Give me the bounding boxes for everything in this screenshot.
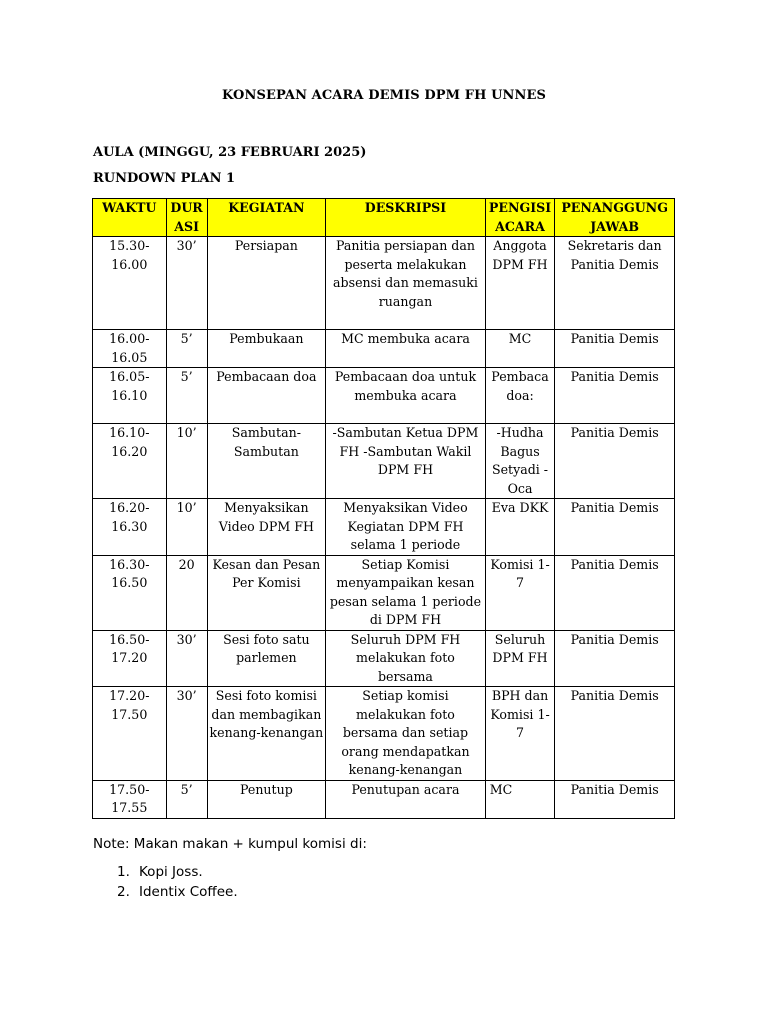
cell-penanggung: Panitia Demis bbox=[555, 555, 675, 630]
cell-durasi: 20 bbox=[166, 555, 207, 630]
cell-waktu: 16.05-16.10 bbox=[93, 368, 167, 424]
cell-pengisi: Eva DKK bbox=[485, 499, 555, 556]
cell-deskripsi: Setiap Komisi menyampaikan kesan pesan selama 1 periode di DPM FH bbox=[326, 555, 486, 630]
list-number: 1. bbox=[117, 864, 130, 880]
cell-kegiatan: Sesi foto satu parlemen bbox=[207, 630, 326, 687]
note-list bbox=[117, 862, 238, 902]
table-row bbox=[93, 237, 675, 330]
list-item bbox=[117, 882, 238, 902]
table-row bbox=[93, 630, 675, 687]
document-title: KONSEPAN ACARA DEMIS DPM FH UNNES bbox=[222, 88, 546, 103]
cell-waktu: 16.50-17.20 bbox=[93, 630, 167, 687]
table-row bbox=[93, 368, 675, 424]
cell-penanggung: Panitia Demis bbox=[555, 687, 675, 781]
list-item-text: Identix Coffee. bbox=[139, 884, 238, 900]
cell-durasi: 10’ bbox=[166, 499, 207, 556]
header-pengisi: PENGISI ACARA bbox=[485, 199, 555, 237]
cell-durasi: 30’ bbox=[166, 687, 207, 781]
cell-penanggung: Panitia Demis bbox=[555, 330, 675, 368]
cell-waktu: 17.20-17.50 bbox=[93, 687, 167, 781]
cell-durasi: 30’ bbox=[166, 237, 207, 330]
cell-pengisi: Komisi 1-7 bbox=[485, 555, 555, 630]
cell-kegiatan: Persiapan bbox=[207, 237, 326, 330]
cell-kegiatan: Sesi foto komisi dan membagikan kenang-kenangan bbox=[207, 687, 326, 781]
note-text: Note: Makan makan + kumpul komisi di: bbox=[93, 836, 367, 852]
cell-pengisi: MC bbox=[485, 330, 555, 368]
header-penanggung: PENANGGUNG JAWAB bbox=[555, 199, 675, 237]
cell-waktu: 16.10-16.20 bbox=[93, 424, 167, 499]
cell-pengisi: MC bbox=[485, 780, 555, 818]
cell-penanggung: Panitia Demis bbox=[555, 499, 675, 556]
cell-deskripsi: Penutupan acara bbox=[326, 780, 486, 818]
table-header-row bbox=[93, 199, 675, 237]
location-date: AULA (MINGGU, 23 FEBRUARI 2025) bbox=[93, 145, 367, 160]
cell-pengisi: Anggota DPM FH bbox=[485, 237, 555, 330]
cell-deskripsi: Setiap komisi melakukan foto bersama dan setiap orang mendapatkan kenang-kenangan bbox=[326, 687, 486, 781]
cell-waktu: 16.20-16.30 bbox=[93, 499, 167, 556]
list-number: 2. bbox=[117, 884, 130, 900]
cell-waktu: 16.30-16.50 bbox=[93, 555, 167, 630]
cell-kegiatan: Pembacaan doa bbox=[207, 368, 326, 424]
cell-pengisi: Seluruh DPM FH bbox=[485, 630, 555, 687]
list-item-text: Kopi Joss. bbox=[139, 864, 203, 880]
cell-deskripsi: Seluruh DPM FH melakukan foto bersama bbox=[326, 630, 486, 687]
cell-durasi: 10’ bbox=[166, 424, 207, 499]
header-kegiatan: KEGIATAN bbox=[207, 199, 326, 237]
table-row bbox=[93, 780, 675, 818]
cell-waktu: 15.30-16.00 bbox=[93, 237, 167, 330]
table-row bbox=[93, 555, 675, 630]
cell-waktu: 16.00-16.05 bbox=[93, 330, 167, 368]
cell-deskripsi: Panitia persiapan dan peserta melakukan absensi dan memasuki ruangan bbox=[326, 237, 486, 330]
cell-deskripsi: -Sambutan Ketua DPM FH -Sambutan Wakil DPM FH bbox=[326, 424, 486, 499]
table-row bbox=[93, 687, 675, 781]
cell-deskripsi: Menyaksikan Video Kegiatan DPM FH selama 1 periode bbox=[326, 499, 486, 556]
table-row bbox=[93, 499, 675, 556]
cell-waktu: 17.50-17.55 bbox=[93, 780, 167, 818]
cell-durasi: 5’ bbox=[166, 330, 207, 368]
cell-penanggung: Panitia Demis bbox=[555, 368, 675, 424]
list-item bbox=[117, 862, 238, 882]
cell-pengisi: -Hudha Bagus Setyadi -Oca bbox=[485, 424, 555, 499]
header-deskripsi: DESKRIPSI bbox=[326, 199, 486, 237]
cell-penanggung: Panitia Demis bbox=[555, 424, 675, 499]
cell-kegiatan: Penutup bbox=[207, 780, 326, 818]
header-waktu: WAKTU bbox=[93, 199, 167, 237]
table-row bbox=[93, 330, 675, 368]
cell-penanggung: Panitia Demis bbox=[555, 630, 675, 687]
plan-label: RUNDOWN PLAN 1 bbox=[93, 171, 236, 186]
cell-penanggung: Panitia Demis bbox=[555, 780, 675, 818]
cell-durasi: 5’ bbox=[166, 780, 207, 818]
cell-penanggung: Sekretaris dan Panitia Demis bbox=[555, 237, 675, 330]
cell-kegiatan: Pembukaan bbox=[207, 330, 326, 368]
cell-durasi: 5’ bbox=[166, 368, 207, 424]
cell-kegiatan: Kesan dan Pesan Per Komisi bbox=[207, 555, 326, 630]
cell-pengisi: BPH dan Komisi 1-7 bbox=[485, 687, 555, 781]
cell-pengisi: Pembaca doa: bbox=[485, 368, 555, 424]
table-row bbox=[93, 424, 675, 499]
cell-kegiatan: Menyaksikan Video DPM FH bbox=[207, 499, 326, 556]
cell-durasi: 30’ bbox=[166, 630, 207, 687]
cell-kegiatan: Sambutan-Sambutan bbox=[207, 424, 326, 499]
rundown-table bbox=[92, 198, 675, 819]
cell-deskripsi: Pembacaan doa untuk membuka acara bbox=[326, 368, 486, 424]
header-durasi: DURASI bbox=[166, 199, 207, 237]
table-body bbox=[93, 237, 675, 819]
cell-deskripsi: MC membuka acara bbox=[326, 330, 486, 368]
